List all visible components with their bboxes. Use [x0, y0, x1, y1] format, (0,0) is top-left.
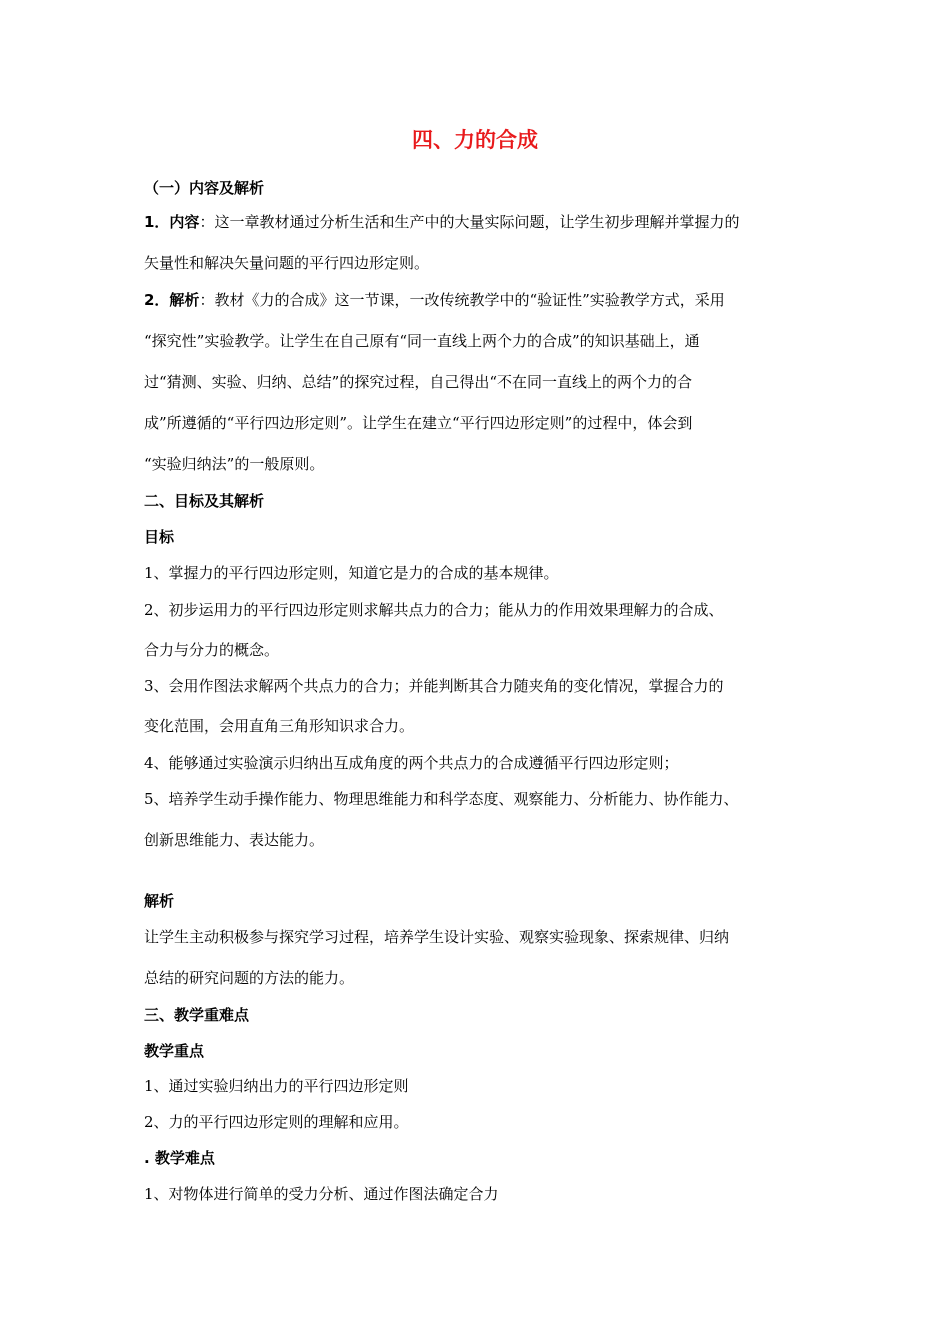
- page-title: 四、力的合成: [412, 128, 538, 152]
- key-point-2: 2、力的平行四边形定则的理解和应用。: [144, 1113, 409, 1131]
- key-points-heading: 教学重点: [144, 1042, 205, 1060]
- goal-4: 4、能够通过实验演示归纳出互成角度的两个共点力的合成遵循平行四边形定则；: [144, 754, 679, 772]
- content-text-1: ：这一章教材通过分析生活和生产中的大量实际问题，让学生初步理解并掌握力的: [199, 213, 740, 231]
- difficult-points-heading: . 教学难点: [144, 1149, 215, 1167]
- goal-3-line-1: 3、会用作图法求解两个共点力的合力；并能判断其合力随夹角的变化情况，掌握合力的: [144, 677, 724, 695]
- section2-analysis-line-1: 让学生主动积极参与探究学习过程，培养学生设计实验、观察实验现象、探索规律、归纳: [144, 928, 730, 946]
- content-line-2: 矢量性和解决矢量问题的平行四边形定则。: [144, 254, 430, 272]
- analysis-line-4: 成”所遵循的“平行四边形定则”。让学生在建立“平行四边形定则”的过程中，体会到: [144, 414, 693, 432]
- goal-1: 1、掌握力的平行四边形定则，知道它是力的合成的基本规律。: [144, 564, 559, 582]
- goal-3-line-2: 变化范围，会用直角三角形知识求合力。: [144, 717, 415, 735]
- content-line-1: [144, 212, 739, 232]
- section1-heading: （一）内容及解析: [144, 179, 265, 197]
- analysis-line-2: “探究性”实验教学。让学生在自己原有“同一直线上两个力的合成”的知识基础上，通: [144, 332, 700, 350]
- section2-heading: 二、目标及其解析: [144, 492, 265, 510]
- key-point-1: 1、通过实验归纳出力的平行四边形定则: [144, 1077, 409, 1095]
- section2-analysis-line-2: 总结的研究问题的方法的能力。: [144, 969, 355, 987]
- goal-5-line-2: 创新思维能力、表达能力。: [144, 831, 325, 849]
- content-label: 1．内容: [144, 213, 200, 231]
- analysis-line-3: 过“猜测、实验、归纳、总结”的探究过程，自己得出“不在同一直线上的两个力的合: [144, 373, 693, 391]
- goal-5-line-1: 5、培养学生动手操作能力、物理思维能力和科学态度、观察能力、分析能力、协作能力、: [144, 790, 739, 808]
- analysis-line-1: [144, 290, 725, 310]
- goal-2-line-2: 合力与分力的概念。: [144, 641, 280, 659]
- analysis-text-1: ：教材《力的合成》这一节课，一改传统教学中的“验证性”实验教学方式，采用: [199, 291, 725, 309]
- goal-2-line-1: 2、初步运用力的平行四边形定则求解共点力的合力；能从力的作用效果理解力的合成、: [144, 601, 724, 619]
- analysis-label: 2．解析: [144, 291, 200, 309]
- analysis-line-5: “实验归纳法”的一般原则。: [144, 455, 325, 473]
- section2-analysis-heading: 解析: [144, 892, 175, 910]
- goals-heading: 目标: [144, 528, 175, 546]
- section3-heading: 三、教学重难点: [144, 1006, 250, 1024]
- difficult-point-1: 1、对物体进行简单的受力分析、通过作图法确定合力: [144, 1185, 499, 1203]
